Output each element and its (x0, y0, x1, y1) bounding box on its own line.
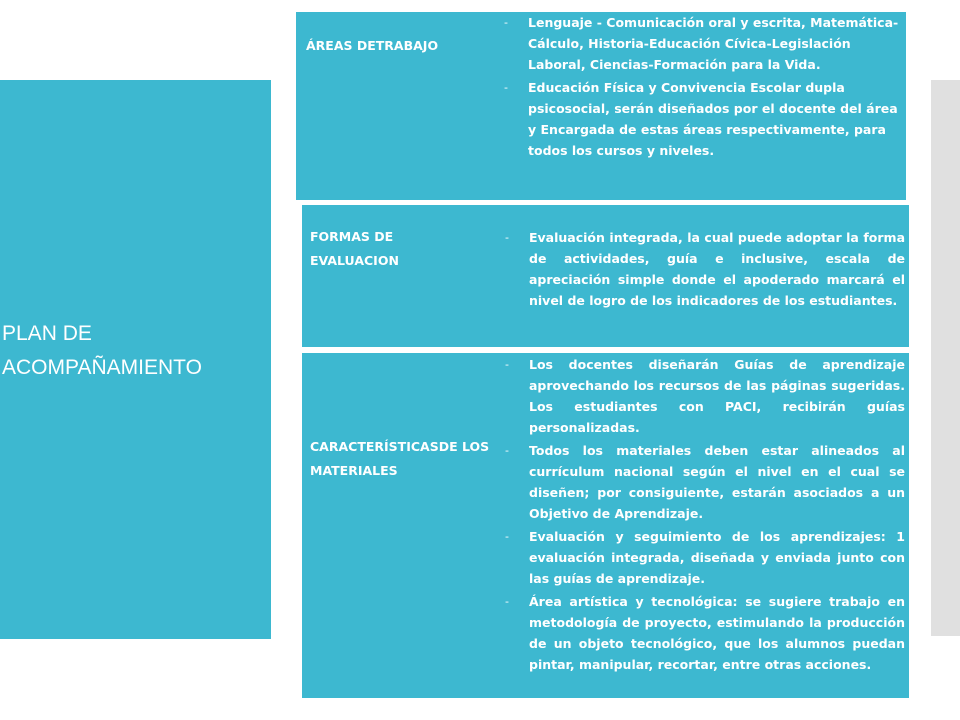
materials-label: CARACTERÍSTICASDE LOS MATERIALES (310, 439, 490, 478)
item-text: Los docentes diseñarán Guías de aprendizaje aprovechando los recursos de las páginas sugeridas. Los estudiantes con PACI, recibirán guías personalizadas. (529, 357, 905, 435)
item-text: Lenguaje - Comunicación oral y escrita, Matemática-Cálculo, Historia-Educación Cívica-Legislación Laboral, Ciencias-Formación para la Vida. (528, 15, 899, 72)
bullet-dash: - (504, 81, 508, 94)
list-item (497, 354, 905, 438)
list-item (496, 77, 902, 161)
materials-block (300, 351, 911, 700)
side-strip (931, 80, 960, 636)
bullet-dash: - (505, 358, 509, 371)
item-text: Área artística y tecnológica: se sugiere trabajo en metodología de proyecto, estimulando la producción de un objeto tecnológico, que los alumnos puedan pintar, manipular, recortar, entre otras acciones. (529, 594, 905, 672)
bullet-dash: - (505, 231, 509, 244)
list-item (497, 591, 905, 675)
plan-title-line-1: PLAN DE (2, 322, 92, 345)
bullet-dash: - (505, 595, 509, 608)
list-item (497, 526, 905, 589)
plan-title-line-2: ACOMPAÑAMIENTO (2, 356, 202, 379)
areas-label: ÁREAS DETRABAJO (306, 38, 439, 53)
plan-title (2, 317, 277, 385)
areas-block (294, 10, 908, 202)
list-item (497, 227, 905, 311)
areas-list (496, 12, 902, 163)
list-item (497, 440, 905, 524)
bullet-dash: - (505, 444, 509, 457)
evaluation-block (300, 203, 911, 349)
item-text: Educación Física y Convivencia Escolar dupla psicosocial, serán diseñados por el docente del área y Encargada de estas áreas respectivamente, para todos los cursos y niveles. (528, 80, 898, 158)
list-item (496, 12, 902, 75)
materials-list (497, 354, 905, 677)
item-text: Todos los materiales deben estar alineados al currículum nacional según el nivel en el cual se diseñen; por consiguiente, estarán asociados a un Objetivo de Aprendizaje. (529, 443, 905, 521)
bullet-dash: - (505, 530, 509, 543)
evaluation-label: FORMAS DE EVALUACION (310, 229, 399, 268)
item-text: Evaluación y seguimiento de los aprendizajes: 1 evaluación integrada, diseñada y enviada junto con las guías de aprendizaje. (529, 529, 905, 586)
item-text: Evaluación integrada, la cual puede adoptar la forma de actividades, guía e inclusive, escala de apreciación simple donde el apoderado marcará el nivel de logro de los indicadores de los estudiantes. (529, 230, 905, 308)
bullet-dash: - (504, 16, 508, 29)
evaluation-list (497, 227, 905, 313)
